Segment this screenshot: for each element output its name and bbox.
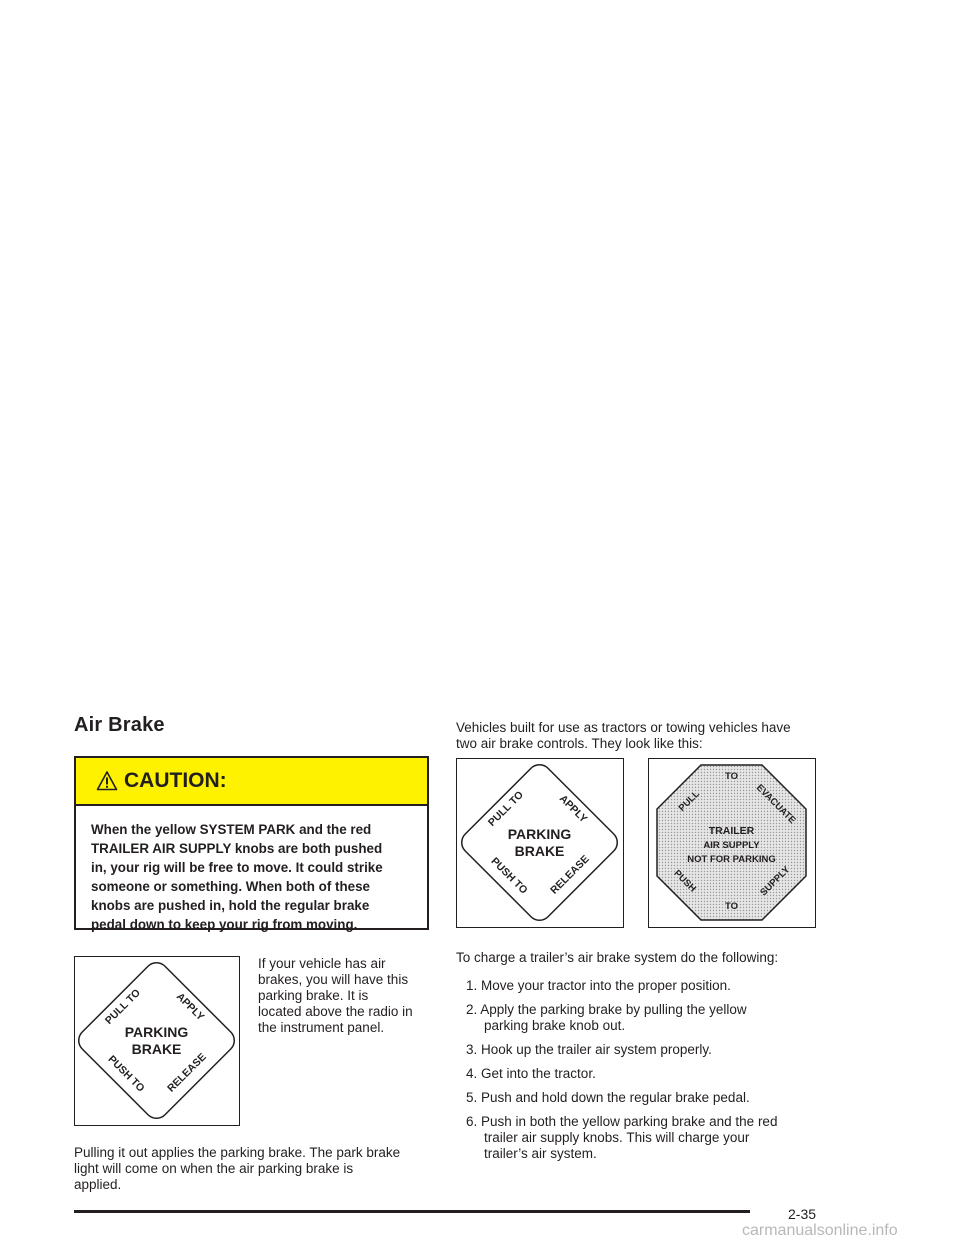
list-item — [466, 978, 826, 994]
steps-list — [466, 978, 826, 1170]
step-line: 6. Push in both the yellow parking brake and the red — [466, 1114, 778, 1129]
text-line: the instrument panel. — [258, 1020, 385, 1035]
parking-brake-knob-diagram — [457, 759, 622, 926]
evacuate-label: EVACUATE — [753, 782, 798, 827]
push-to-label: PUSH TO — [488, 855, 530, 897]
parking-label: PARKING — [124, 1024, 189, 1040]
step-line: 3. Hook up the trailer air system properly. — [466, 1042, 712, 1057]
step-line: 1. Move your tractor into the proper position. — [466, 978, 731, 993]
parking-brake-figure — [74, 956, 240, 1126]
footer-rule — [74, 1210, 750, 1213]
caution-line: TRAILER AIR SUPPLY knobs are both pushed — [91, 841, 383, 856]
apply-label: APPLY — [556, 792, 590, 826]
text-line: applied. — [74, 1177, 122, 1192]
list-item — [466, 1042, 826, 1058]
release-label: RELEASE — [165, 1051, 209, 1095]
caution-line: in, your rig will be free to move. It could strike — [91, 860, 383, 875]
text-line: If your vehicle has air — [258, 956, 386, 971]
page-number: 2-35 — [788, 1206, 817, 1222]
caution-box — [74, 756, 429, 930]
parking-brake-knob-diagram — [75, 957, 238, 1124]
release-label: RELEASE — [548, 853, 592, 897]
caution-header — [76, 758, 427, 806]
section-title: Air Brake — [74, 714, 165, 736]
apply-label: APPLY — [173, 990, 207, 1024]
not-for-parking-label: NOT FOR PARKING — [687, 854, 776, 865]
text-line: light will come on when the air parking brake is — [74, 1161, 354, 1176]
to-top-label: TO — [724, 771, 739, 782]
caution-heading: CAUTION: — [124, 769, 227, 792]
parking-brake-figure-right — [456, 758, 624, 928]
text-line: located above the radio in — [258, 1004, 413, 1019]
air-supply-label: AIR SUPPLY — [703, 840, 760, 851]
text-line: parking brake. It is — [258, 988, 369, 1003]
step-line: 5. Push and hold down the regular brake pedal. — [466, 1090, 750, 1105]
warning-triangle-icon — [96, 770, 118, 792]
trailer-air-supply-figure — [648, 758, 816, 928]
step-line: trailer air supply knobs. This will charge your — [484, 1130, 750, 1145]
parking-label: PARKING — [507, 826, 572, 842]
pull-label: PULL — [676, 788, 702, 814]
push-label: PUSH — [671, 868, 698, 895]
push-to-label: PUSH TO — [105, 1053, 147, 1095]
step-line: parking brake knob out. — [484, 1018, 626, 1033]
brake-label: BRAKE — [514, 843, 565, 859]
trailer-air-supply-knob-diagram — [649, 759, 814, 926]
step-line: trailer’s air system. — [484, 1146, 597, 1161]
text-line: Vehicles built for use as tractors or towing vehicles have — [456, 720, 791, 735]
caution-line: someone or something. When both of these — [91, 879, 370, 894]
text-line: brakes, you will have this — [258, 972, 409, 987]
list-item — [466, 1090, 826, 1106]
intro-paragraph — [456, 720, 826, 752]
caution-line: knobs are pushed in, hold the regular brake — [91, 898, 370, 913]
step-line: 4. Get into the tractor. — [466, 1066, 596, 1081]
caution-text — [76, 806, 427, 934]
text-line: two air brake controls. They look like this: — [456, 736, 703, 751]
pull-to-label: PULL TO — [102, 986, 143, 1027]
list-item — [466, 1002, 826, 1034]
step-line: 2. Apply the parking brake by pulling the yellow — [466, 1002, 747, 1017]
bottom-paragraph — [74, 1145, 444, 1193]
charge-intro: To charge a trailer’s air brake system do the following: — [456, 950, 779, 965]
supply-label: SUPPLY — [758, 864, 793, 899]
brake-label: BRAKE — [131, 1041, 182, 1057]
text-line: Pulling it out applies the parking brake. The park brake — [74, 1145, 401, 1160]
caution-line: pedal down to keep your rig from moving. — [91, 917, 358, 932]
list-item — [466, 1066, 826, 1082]
watermark-link[interactable]: carmanualsonline.info — [742, 1222, 898, 1239]
pull-to-label: PULL TO — [485, 788, 526, 829]
trailer-label: TRAILER — [708, 825, 755, 837]
side-paragraph — [258, 956, 438, 1036]
caution-line: When the yellow SYSTEM PARK and the red — [91, 822, 372, 837]
to-bottom-label: TO — [724, 901, 739, 912]
list-item — [466, 1114, 826, 1162]
